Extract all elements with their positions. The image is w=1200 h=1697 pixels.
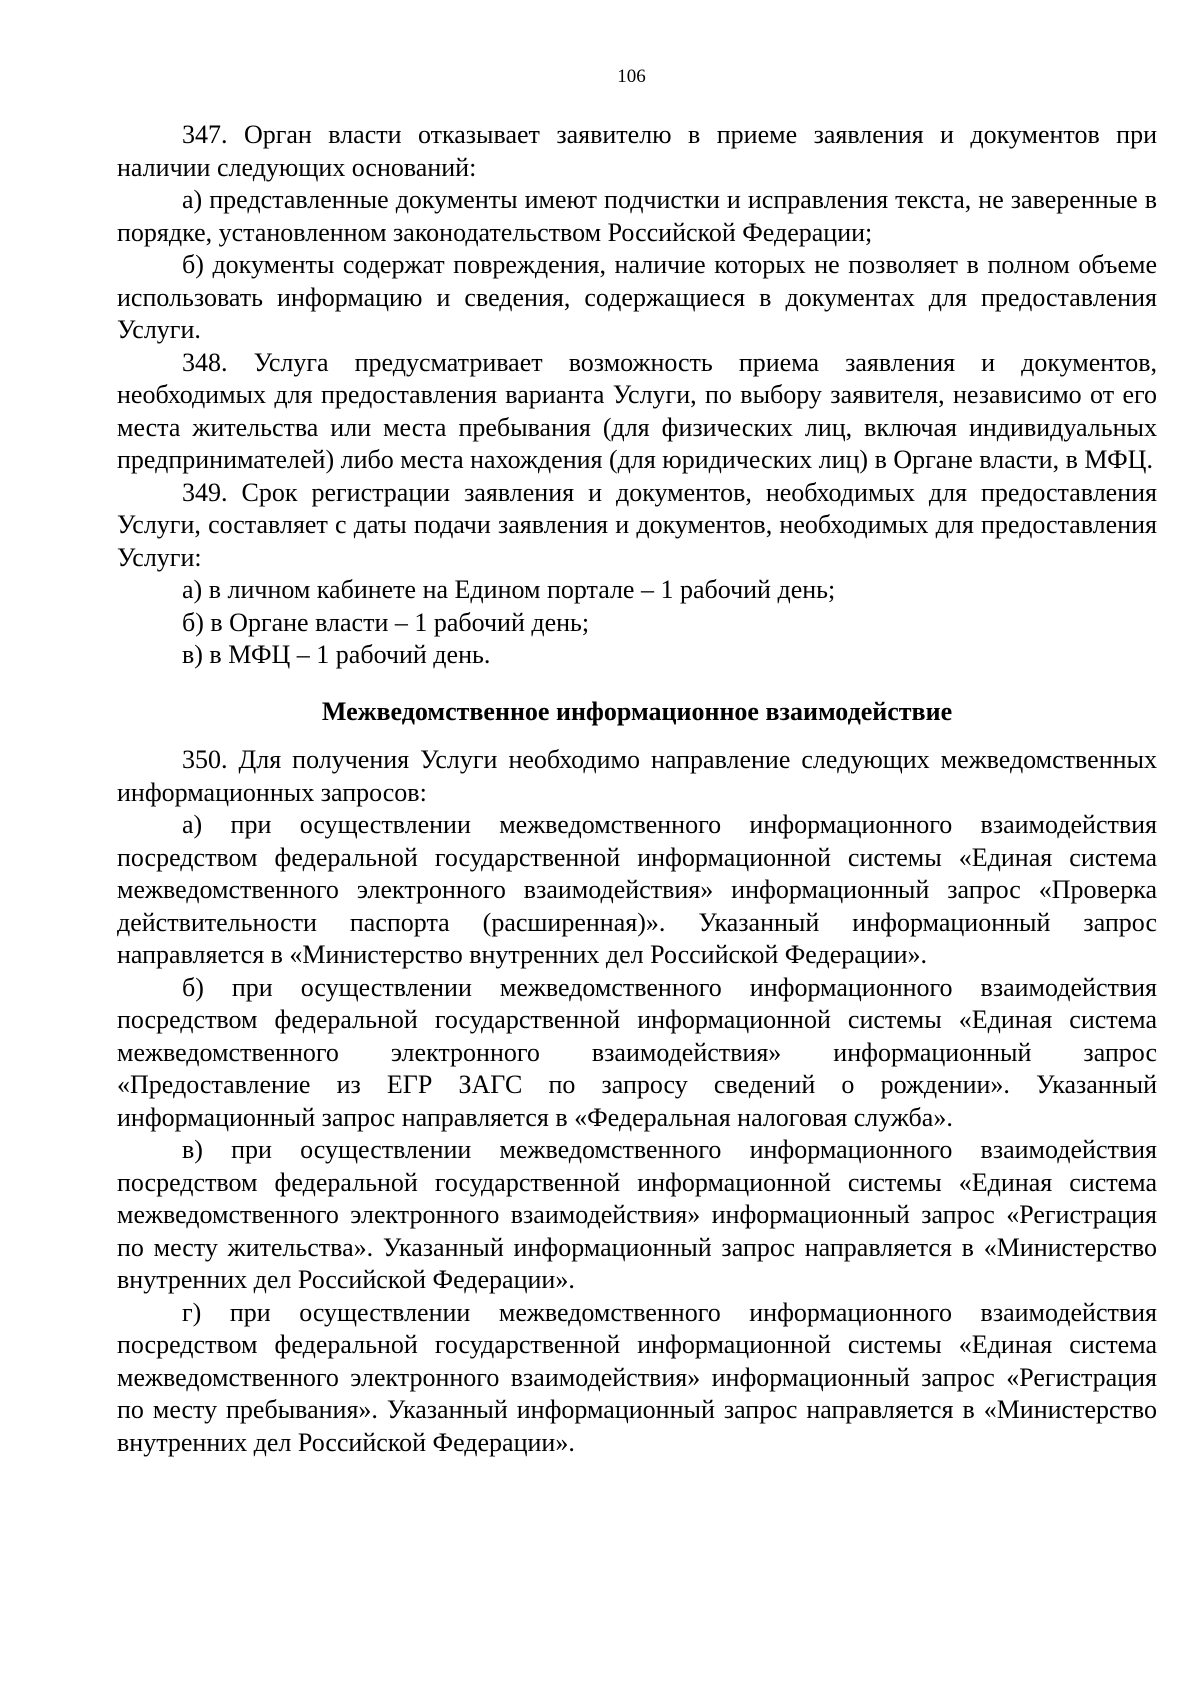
paragraph-350-b: б) при осуществлении межведомственного информационного взаимодействия посредством федеральной государственной информационной системы «Единая система межведомственного электронного взаимодействия» информационный запрос «Предоставление из ЕГР ЗАГС по запросу сведений о рождении». Указанный информационный запрос направляется в «Федеральная налоговая служба».: [117, 972, 1157, 1132]
document-body: [117, 119, 1157, 1459]
paragraph-349-a: а) в личном кабинете на Едином портале – 1 рабочий день;: [182, 575, 836, 604]
paragraph-350-c: в) при осуществлении межведомственного информационного взаимодействия посредством федеральной государственной информационной системы «Единая система межведомственного электронного взаимодействия» информационный запрос «Регистрация по месту жительства». Указанный информационный запрос направляется в «Министерство внутренних дел Российской Федерации».: [117, 1135, 1157, 1294]
paragraph-347-a: а) представленные документы имеют подчистки и исправления текста, не заверенные в порядке, установленном законодательством Российской Федерации;: [117, 185, 1157, 247]
paragraph-348: 348. Услуга предусматривает возможность приема заявления и документов, необходимых для предоставления варианта Услуги, по выбору заявителя, независимо от его места жительства или места пребывания (для физических лиц, включая индивидуальных предпринимателей) либо места нахождения (для юридических лиц) в Органе власти, в МФЦ.: [117, 347, 1157, 474]
page-number: 106: [617, 66, 646, 87]
paragraph-347-b: б) документы содержат повреждения, наличие которых не позволяет в полном объеме использовать информацию и сведения, содержащиеся в документах для предоставления Услуги.: [117, 250, 1157, 344]
section-heading: Межведомственное информационное взаимодействие: [321, 696, 953, 726]
paragraph-350: 350. Для получения Услуги необходимо направление следующих межведомственных информационных запросов:: [117, 745, 1157, 807]
paragraph-347: 347. Орган власти отказывает заявителю в приеме заявления и документов при наличии следующих оснований:: [117, 120, 1157, 182]
paragraph-349: 349. Срок регистрации заявления и документов, необходимых для предоставления Услуги, составляет с даты подачи заявления и документов, необходимых для предоставления Услуги:: [117, 477, 1157, 572]
paragraph-349-c: в) в МФЦ – 1 рабочий день.: [182, 640, 491, 669]
paragraph-350-a: а) при осуществлении межведомственного информационного взаимодействия посредством федеральной государственной информационной системы «Единая система межведомственного электронного взаимодействия» информационный запрос «Проверка действительности паспорта (расширенная)». Указанный информационный запрос направляется в «Министерство внутренних дел Российской Федерации».: [117, 810, 1157, 969]
paragraph-349-b: б) в Органе власти – 1 рабочий день;: [182, 607, 590, 637]
paragraph-350-d: г) при осуществлении межведомственного информационного взаимодействия посредством федеральной государственной информационной системы «Единая система межведомственного электронного взаимодействия» информационный запрос «Регистрация по месту пребывания». Указанный информационный запрос направляется в «Министерство внутренних дел Российской Федерации».: [117, 1297, 1157, 1457]
